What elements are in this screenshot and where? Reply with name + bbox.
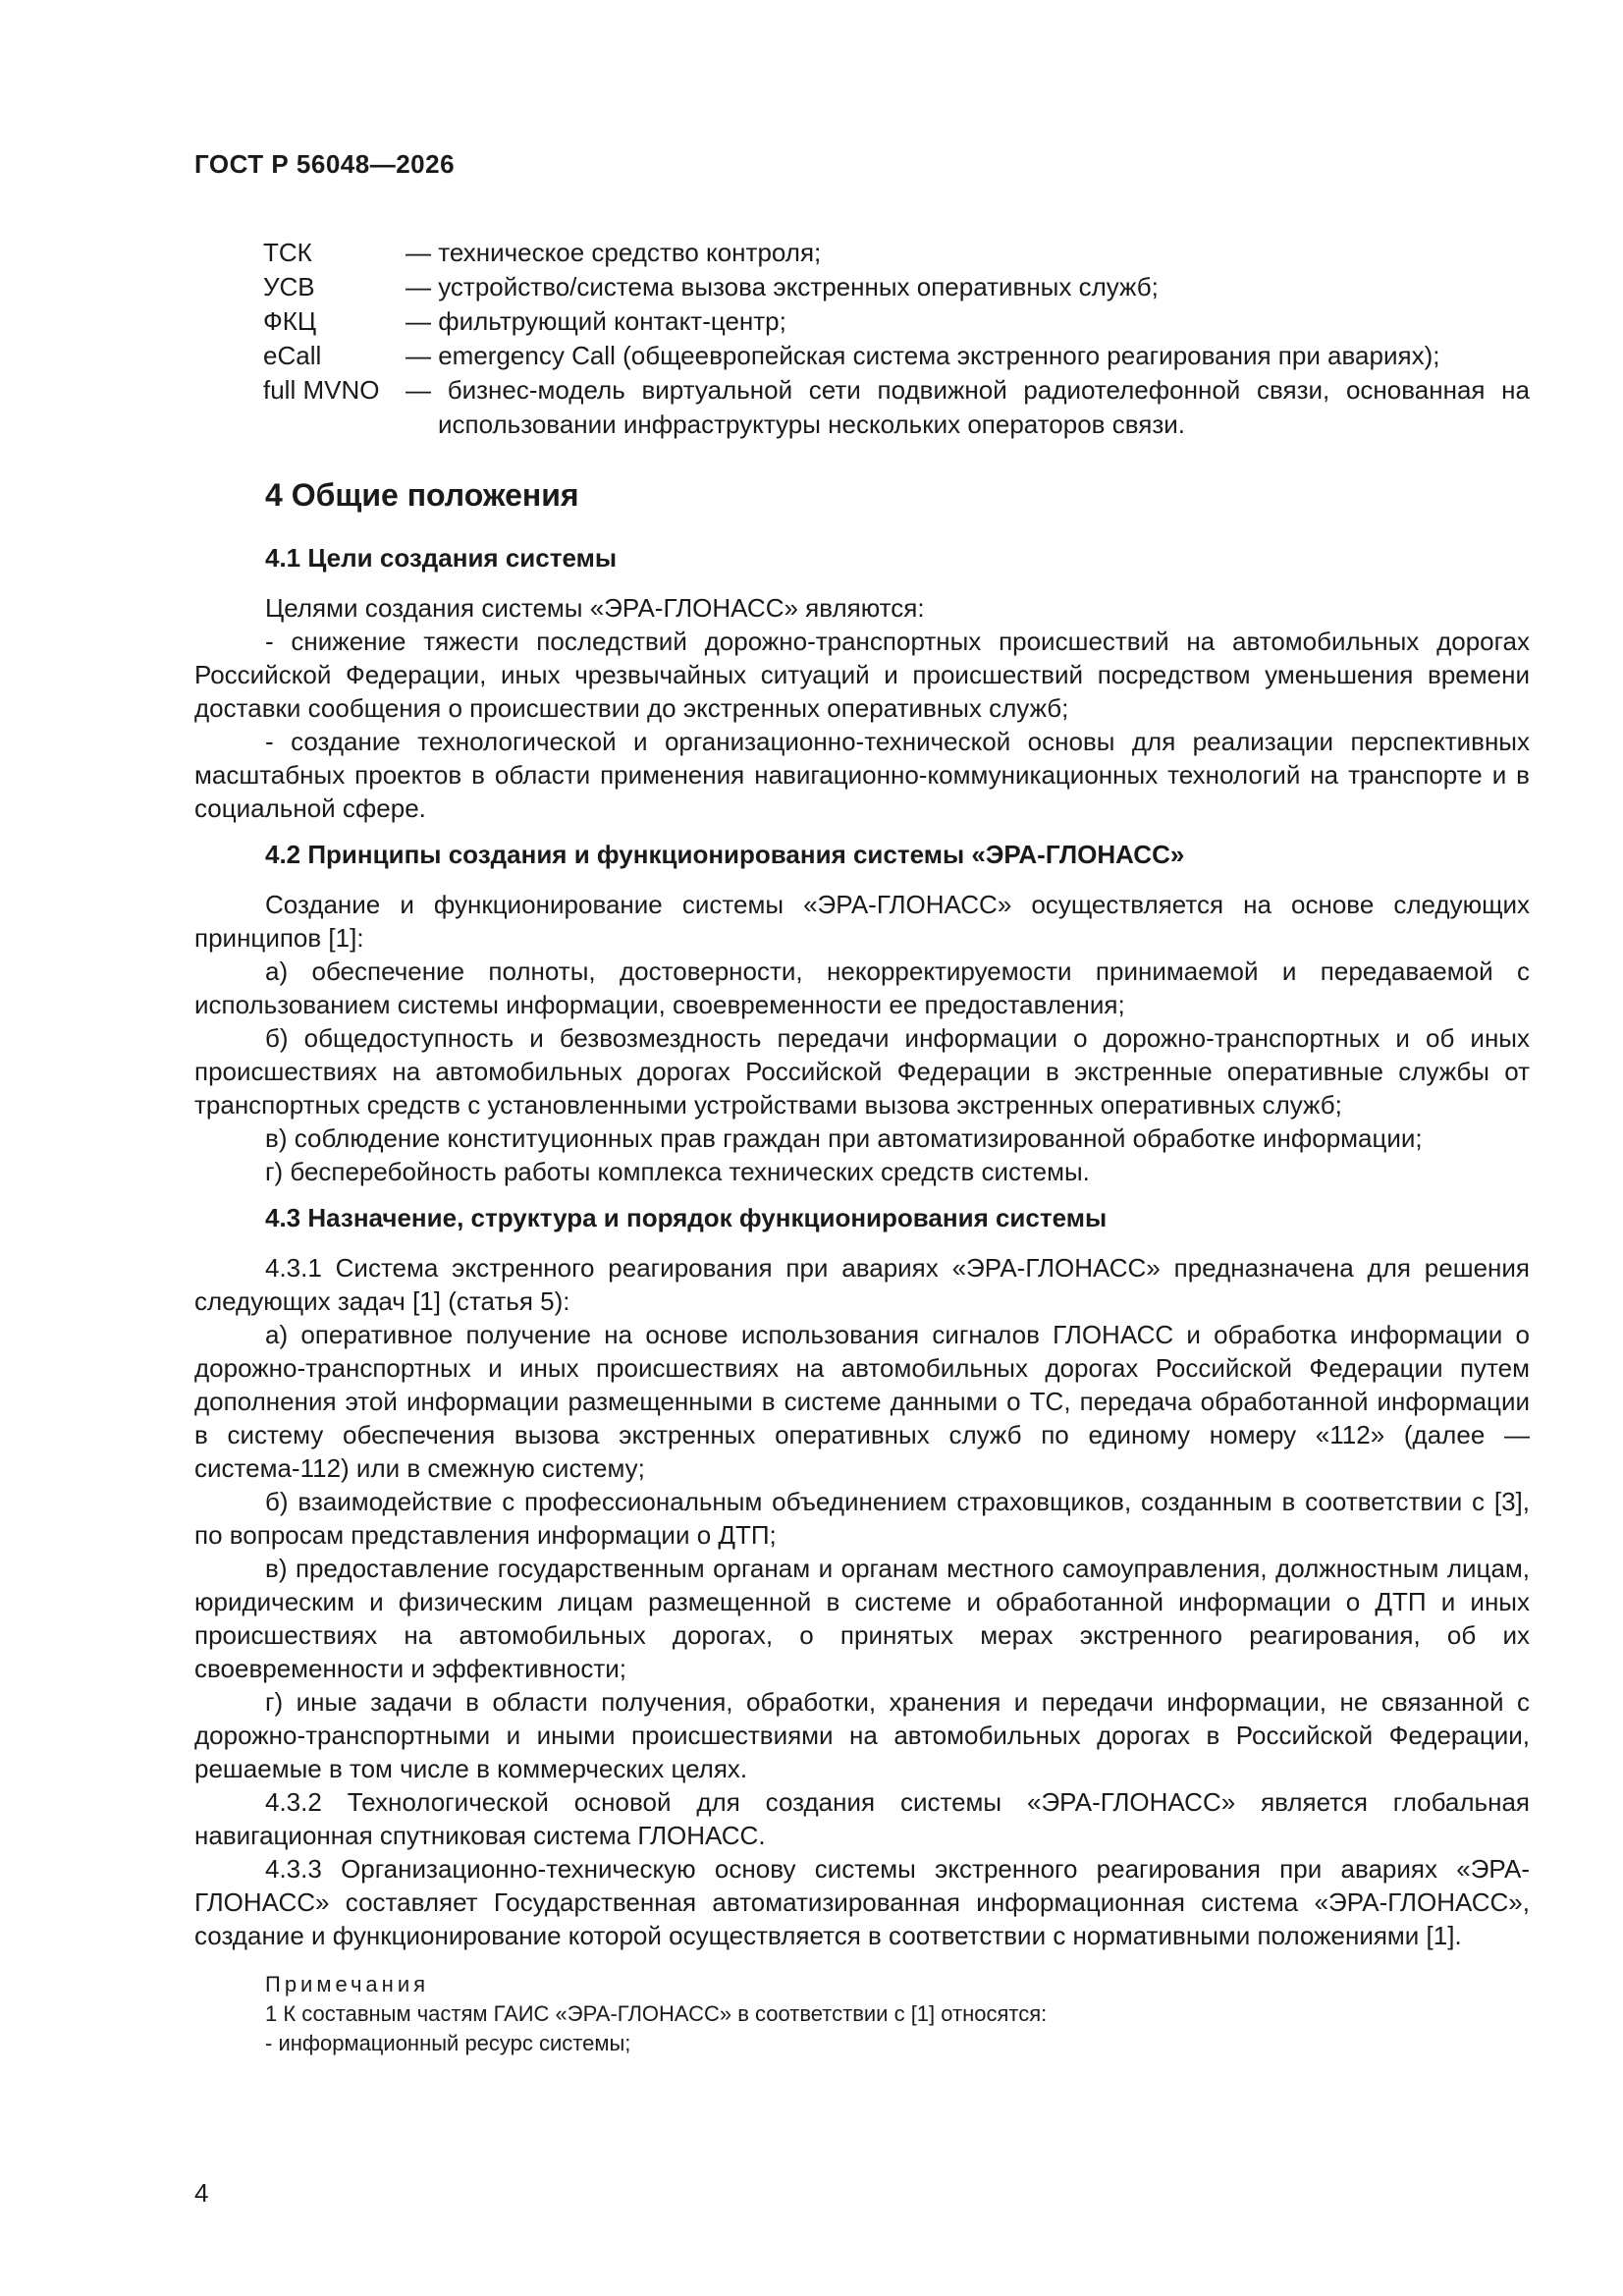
abbreviation-definition: — emergency Call (общеевропейская система экстренного реагирования при авариях);	[406, 341, 1440, 370]
paragraph: 4.3.2 Технологической основой для создания системы «ЭРА-ГЛОНАСС» является глобальная навигационная спутниковая система ГЛОНАСС.	[194, 1787, 1530, 1850]
main-content	[194, 475, 1530, 2058]
section-4-heading: 4 Общие положения	[265, 477, 579, 513]
abbreviation-definition: — бизнес-модель виртуальной сети подвижной радиотелефонной связи, основанная на использовании инфраструктуры нескольких операторов связи.	[406, 375, 1530, 439]
section-4-2-heading: 4.2 Принципы создания и функционирования системы «ЭРА-ГЛОНАСС»	[265, 840, 1185, 869]
abbreviation-definition: — техническое средство контроля;	[406, 238, 822, 267]
note-line: - информационный ресурс системы;	[265, 2031, 631, 2055]
abbreviation-term: УСВ	[263, 272, 315, 301]
paragraph: Создание и функционирование системы «ЭРА-ГЛОНАСС» осуществляется на основе следующих принципов [1]:	[194, 890, 1530, 953]
paragraph: б) взаимодействие с профессиональным объединением страховщиков, созданным в соответствии с [3], по вопросам представления информации о ДТП;	[194, 1487, 1530, 1550]
section-4-1-heading: 4.1 Цели создания системы	[265, 543, 618, 573]
abbreviation-term: full MVNO	[263, 375, 380, 405]
document-code-header: ГОСТ Р 56048—2026	[194, 149, 456, 179]
page-number: 4	[194, 2178, 209, 2208]
abbreviation-definition: — фильтрующий контакт-центр;	[406, 306, 786, 336]
notes-title: Примечания	[265, 1972, 430, 1996]
paragraph: а) оперативное получение на основе использования сигналов ГЛОНАСС и обработка информации о дорожно-транспортных и иных происшествиях на автомобильных дорогах Российской Федерации путем дополнения этой информации размещенными в системе данными о ТС, передача обработанной информации в систему обеспечения вызова экстренных оперативных служб по единому номеру «112» (далее — система-112) или в смежную систему;	[194, 1320, 1530, 1483]
section-4-3-heading: 4.3 Назначение, структура и порядок функционирования системы	[265, 1203, 1108, 1232]
abbreviation-row	[263, 339, 1530, 373]
paragraph: г) иные задачи в области получения, обработки, хранения и передачи информации, не связанной с дорожно-транспортными и иными происшествиями на автомобильных дорогах в Российской Федерации, решаемые в том числе в коммерческих целях.	[194, 1687, 1530, 1783]
paragraph: - снижение тяжести последствий дорожно-транспортных происшествий на автомобильных дорогах Российской Федерации, иных чрезвычайных ситуаций и происшествий посредством уменьшения времени доставки сообщения о происшествии до экстренных оперативных служб;	[194, 627, 1530, 723]
paragraph: в) предоставление государственным органам и органам местного самоуправления, должностным лицам, юридическим и физическим лицам размещенной в системе и обработанной информации о ДТП и иных происшествиях на автомобильных дорогах, о принятых мерах экстренного реагирования, об их своевременности и эффективности;	[194, 1554, 1530, 1683]
paragraph: а) обеспечение полноты, достоверности, некорректируемости принимаемой и передаваемой с использованием системы информации, своевременности ее предоставления;	[194, 957, 1530, 1019]
abbreviation-row	[263, 373, 1530, 442]
abbreviation-term: ФКЦ	[263, 306, 317, 336]
paragraph: г) бесперебойность работы комплекса технических средств системы.	[265, 1157, 1090, 1186]
paragraph: 4.3.1 Система экстренного реагирования при авариях «ЭРА-ГЛОНАСС» предназначена для решения следующих задач [1] (статья 5):	[194, 1253, 1530, 1316]
abbreviation-row	[263, 304, 1530, 339]
abbreviation-definition: — устройство/система вызова экстренных оперативных служб;	[406, 272, 1159, 301]
paragraph: - создание технологической и организационно-технической основы для реализации перспективных масштабных проектов в области применения навигационно-коммуникационных технологий на транспорте и в социальной сфере.	[194, 727, 1530, 823]
paragraph: 4.3.3 Организационно-техническую основу системы экстренного реагирования при авариях «ЭРА-ГЛОНАСС» составляет Государственная автоматизированная информационная система «ЭРА-ГЛОНАСС», создание и функционирование которой осуществляется в соответствии с нормативными положениями [1].	[194, 1854, 1530, 1950]
paragraph: б) общедоступность и безвозмездность передачи информации о дорожно-транспортных и об иных происшествиях на автомобильных дорогах Российской Федерации в экстренные оперативные службы от транспортных средств с установленными устройствами вызова экстренных оперативных служб;	[194, 1023, 1530, 1120]
paragraph: в) соблюдение конституционных прав граждан при автоматизированной обработке информации;	[265, 1123, 1423, 1153]
paragraph: Целями создания системы «ЭРА-ГЛОНАСС» являются:	[265, 593, 925, 623]
abbreviation-row	[263, 270, 1530, 304]
abbreviations-list	[263, 236, 1530, 442]
abbreviation-term: eCall	[263, 341, 322, 370]
abbreviation-row	[263, 236, 1530, 270]
abbreviation-term: ТСК	[263, 238, 312, 267]
note-line: 1 К составным частям ГАИС «ЭРА-ГЛОНАСС» в соответствии с [1] относятся:	[265, 2001, 1048, 2026]
